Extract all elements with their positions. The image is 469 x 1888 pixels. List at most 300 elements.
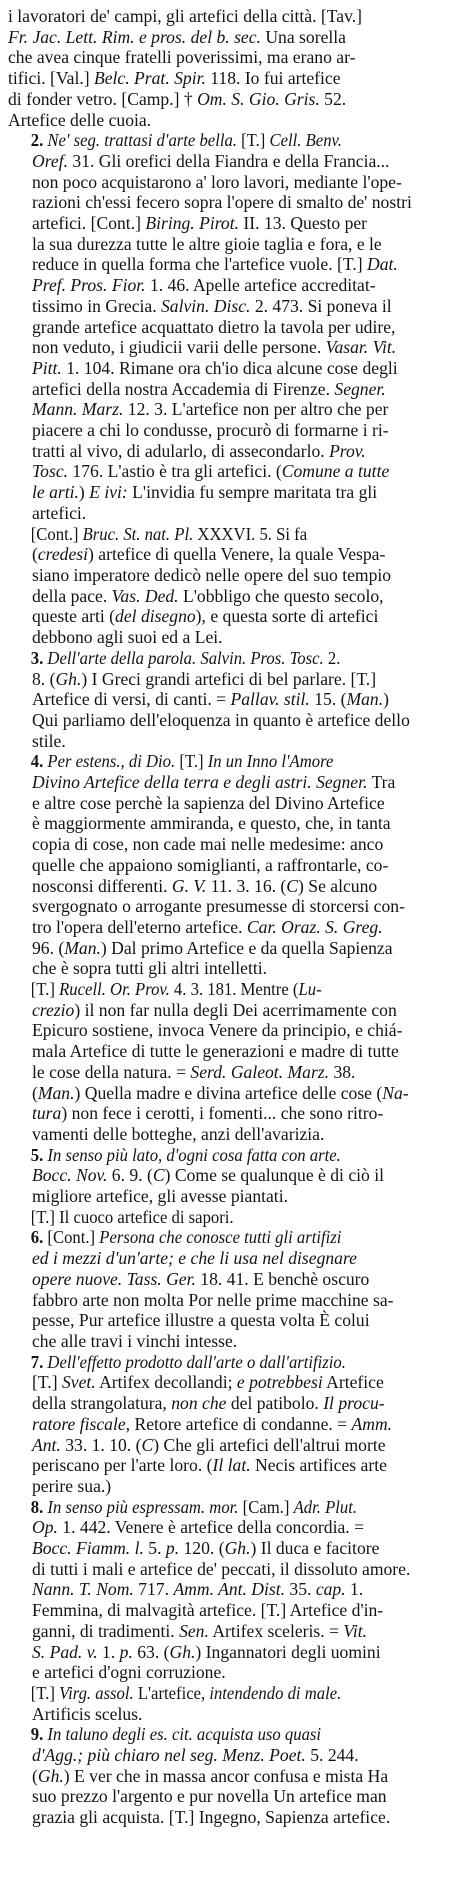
text-run: non poco acquistarono a' loro lavori, mediante l'ope- (32, 171, 402, 192)
text-run: artefici. (32, 502, 87, 523)
text-run: [Cam.] (238, 1496, 294, 1517)
text-run: tro l'opera dell'eterno artefice. (32, 916, 247, 937)
sense-number: 9. (30, 1724, 48, 1745)
italic-run: C (141, 1434, 154, 1455)
sense-number: 7. (30, 1351, 48, 1372)
italic-run: ed i mezzi d'un'arte; e che li usa nel disegnare (32, 1248, 357, 1269)
italic-run: C (286, 875, 299, 896)
text-run: non veduto, i giudicii varii delle persone. (32, 337, 326, 358)
text-line (8, 710, 464, 731)
text-run: della pace. (32, 585, 112, 606)
text-line (8, 1372, 464, 1393)
italic-run: Pref. Pros. Fior. (32, 275, 146, 296)
text-line (8, 337, 464, 358)
text-line (8, 896, 464, 917)
text-line (8, 130, 440, 151)
italic-run: Il lat. (212, 1455, 251, 1476)
text-line (8, 772, 464, 793)
entry-paragraph-p5b (8, 1207, 464, 1228)
sense-number: 6. (30, 1227, 48, 1248)
text-line (8, 192, 464, 213)
text-line (8, 979, 440, 1000)
italic-run: Sen. (179, 1620, 209, 1641)
text-line (8, 1269, 464, 1290)
text-line (8, 565, 464, 586)
text-run: fabbro arte non molta Por nelle prime macchine sa- (32, 1289, 394, 1310)
text-run: che alle travi i vinchi intesse. (32, 1331, 238, 1351)
text-run: ( (32, 1082, 38, 1103)
text-run: i lavoratori de' campi, gli artefici della città. [Tav.] (8, 6, 362, 26)
text-line (8, 648, 440, 669)
italic-run: l. (134, 1538, 144, 1559)
text-run: Qui parliamo dell'eloquenza in quanto è artefice dello (32, 709, 410, 730)
text-run: Una sorella (260, 26, 346, 47)
italic-run: E ivi: (89, 482, 128, 503)
text-line (8, 751, 440, 772)
text-run: ) Quella madre e divina artefice delle cose ( (74, 1082, 383, 1103)
text-run: artefici. [Cont.] (32, 213, 146, 234)
text-line (8, 669, 464, 690)
italic-run: opere nuove. (32, 1268, 123, 1289)
text-run: svergognato o arrogante presumesse di storcersi con- (32, 896, 405, 917)
text-line (8, 110, 464, 131)
text-line (8, 1455, 464, 1476)
text-run: che è sopra tutti gli altri intelletti. (32, 958, 268, 979)
text-run: 5. 244. (305, 1745, 359, 1766)
text-run: tissimo in Grecia. (32, 295, 161, 316)
text-line (8, 1766, 464, 1787)
text-line (8, 68, 464, 89)
text-run: Necis artifices arte (250, 1455, 387, 1476)
entry-paragraph-p2b (8, 524, 464, 648)
italic-run: d'Agg.; più chiaro nel seg. (32, 1745, 218, 1766)
text-run: ) Che gli artefici dell'altrui morte (153, 1434, 386, 1455)
italic-run: Na- (382, 1082, 409, 1103)
text-line (8, 731, 464, 752)
italic-run: cap. (315, 1579, 346, 1600)
text-run: Retore artefice di condanne. = (130, 1413, 352, 1434)
text-line (8, 1642, 464, 1663)
text-line (8, 317, 464, 338)
italic-run: non che (171, 1393, 227, 1414)
text-line (8, 1662, 464, 1683)
italic-run: Il procu- (323, 1393, 385, 1414)
entry-paragraph-p3 (8, 648, 464, 752)
text-run: le cose della natura. = (32, 1061, 191, 1082)
text-run: Artefice (322, 1372, 384, 1393)
text-line (8, 1579, 464, 1600)
italic-run: Gh. (37, 1765, 64, 1786)
italic-run: Nann. T. Nom. (32, 1579, 134, 1600)
text-line (8, 1497, 440, 1518)
italic-run: credesi (37, 544, 89, 565)
text-run: Tra (367, 772, 396, 793)
entry-paragraph-p8 (8, 1497, 464, 1683)
text-run: ) (78, 482, 90, 503)
text-run: ) (383, 689, 389, 710)
italic-run: Om. S. Gio. Gris. (197, 88, 320, 109)
text-line (8, 27, 464, 48)
text-run: 11. 3. 16. ( (206, 875, 287, 896)
text-line (8, 461, 464, 482)
text-line (8, 482, 464, 503)
text-line (8, 689, 464, 710)
italic-run: Oref. (32, 150, 68, 171)
text-run: 1. 46. Apelle artefice accreditat- (145, 275, 376, 296)
italic-run: Amm. (351, 1413, 393, 1434)
text-line (8, 47, 464, 68)
text-line (8, 1103, 464, 1124)
italic-run: Op. (32, 1517, 58, 1538)
text-run: piacere a chi lo condusse, procurò di formarne i ri- (32, 420, 389, 441)
text-line (8, 1559, 464, 1580)
text-line (8, 938, 464, 959)
text-line (8, 1435, 464, 1456)
italic-run: Dat. (367, 254, 398, 275)
text-run: che avea cinque fratelli poverissimi, ma erano ar- (8, 47, 356, 68)
text-run: 33. 1. 10. ( (60, 1434, 142, 1455)
italic-run: del disegno (115, 606, 196, 627)
italic-run: Belc. Prat. Spir. (93, 68, 206, 89)
text-run: grande artefice acquattato dietro la tavola per udire, (32, 316, 396, 337)
italic-run: Tosc. (32, 461, 69, 482)
italic-run: v. (86, 1641, 98, 1662)
italic-run: tura (32, 1103, 62, 1124)
text-line (8, 876, 464, 897)
text-line (8, 958, 464, 979)
italic-run: Ant. (32, 1434, 61, 1455)
text-line (8, 1020, 464, 1041)
italic-run: Comune a tutte (281, 461, 390, 482)
text-run: stile. (32, 730, 66, 751)
entry-paragraph-p9 (8, 1724, 464, 1828)
text-run: e altre cose perchè la sapienza del Divino Artefice (32, 792, 385, 813)
text-run: [T.] (175, 751, 208, 772)
text-run: Artifex decollandi; (95, 1372, 237, 1393)
text-line (8, 1704, 464, 1725)
text-line (8, 1600, 464, 1621)
italic-run: p. (119, 1641, 133, 1662)
text-run: razioni ch'essi fecero sopra l'opere di smalto de' nostri (32, 192, 412, 213)
text-run: 38. (329, 1061, 356, 1082)
italic-run: Vas. Ded. (111, 585, 179, 606)
text-run: ) artefice di quella Venere, la quale Vespa- (88, 544, 386, 565)
text-run: mala Artefice di tutte le generazioni e madre di tutte (32, 1041, 399, 1062)
text-run: 120. ( (179, 1538, 225, 1559)
text-line (8, 1683, 440, 1704)
italic-run: Man. (346, 689, 384, 710)
text-line (8, 275, 464, 296)
text-line (8, 1207, 440, 1228)
text-run: di fonder vetro. [Camp.] † (8, 88, 198, 109)
sense-number: 4. (30, 751, 48, 772)
text-run: 2. (323, 647, 341, 668)
text-line (8, 1145, 440, 1166)
text-run: periscano per l'arte loro. ( (32, 1455, 213, 1476)
text-line (8, 420, 464, 441)
italic-run: In senso più lato, d'ogni cosa fatta con arte. (47, 1144, 341, 1165)
text-line (8, 172, 464, 193)
text-line (8, 834, 464, 855)
text-run: 176. L'astio è tra gli artefici. ( (68, 461, 282, 482)
text-run: è maggiormente ammiranda, e questo, che, in tanta (32, 813, 391, 834)
text-run: ganni, di tradimenti. (32, 1620, 180, 1641)
italic-run: Bocc. Nov. (32, 1165, 108, 1186)
text-run: L'artefice, (133, 1682, 210, 1703)
text-run: reduce in quella forma che l'artefice vuole. [T.] (32, 254, 367, 275)
text-run: 2. 473. Si poneva il (250, 295, 392, 316)
sense-number: 5. (30, 1144, 48, 1165)
text-line (8, 1227, 440, 1248)
text-line (8, 1083, 464, 1104)
text-run: 18. 41. E benchè oscuro (195, 1268, 370, 1289)
text-run: 12. 3. L'artefice non per altro che per (123, 399, 389, 420)
italic-run: C (152, 1165, 165, 1186)
italic-run: Virg. assol. (59, 1682, 134, 1703)
italic-run: Prov. (329, 440, 366, 461)
text-run: 1. 442. Venere è artefice della concordia. = (57, 1517, 365, 1538)
text-run: ) Se alcuno (298, 875, 378, 896)
text-run: 52. (319, 88, 347, 109)
text-run: migliore artefice, gli avesse piantati. (32, 1186, 288, 1207)
italic-run: Lu- (298, 979, 322, 1000)
text-run: ( (32, 544, 38, 565)
text-line (8, 1745, 464, 1766)
italic-run: Segner. (334, 378, 386, 399)
entry-paragraph-p8b (8, 1683, 464, 1724)
text-run: 1. (97, 1641, 120, 1662)
text-run: [T.] Il cuoco artefice di sapori. (30, 1206, 234, 1227)
italic-run: Salvin. Pros. Tosc. (200, 647, 324, 668)
text-run: ( (32, 1765, 38, 1786)
text-line (8, 296, 464, 317)
sense-number: 8. (30, 1496, 48, 1517)
text-run: [T.] (30, 1682, 60, 1703)
italic-run: Pitt. (32, 357, 62, 378)
text-run: ) non fece i cerotti, i fomenti... che sono ritro- (61, 1103, 384, 1124)
text-line (8, 254, 464, 275)
text-line (8, 213, 464, 234)
italic-run: ratore fiscale, (32, 1413, 131, 1434)
text-run: vamenti delle botteghe, anzi dell'avarizia. (32, 1123, 325, 1144)
text-run: 1. (345, 1579, 364, 1600)
text-line (8, 544, 464, 565)
text-run: XXXVI. 5. Si fa (193, 523, 308, 544)
italic-run: Tass. Ger. (126, 1268, 196, 1289)
text-run: [Cont.] (30, 523, 83, 544)
text-run: e artefici d'ogni corruzione. (32, 1662, 226, 1683)
text-run: [Cont.] (47, 1227, 100, 1248)
text-run: tratti al vivo, di adularlo, di assecondarlo. (32, 440, 330, 461)
text-run: Artefice delle cuoia. (8, 109, 152, 130)
text-run: del patibolo. (226, 1393, 324, 1414)
text-run: ) Come se qualunque è di ciò il (164, 1165, 384, 1186)
italic-run: Man. (64, 937, 101, 958)
text-line (8, 399, 464, 420)
text-run: [T.] (236, 130, 270, 151)
text-run: ) Il duca e facitore (250, 1538, 380, 1559)
italic-run: In taluno degli es. cit. acquista uso quasi (47, 1724, 322, 1745)
text-line (8, 917, 464, 938)
sense-number: 3. (30, 647, 48, 668)
text-line (8, 1786, 464, 1807)
text-line (8, 1538, 464, 1559)
italic-run: crezio (32, 999, 75, 1020)
entry-paragraph-p7 (8, 1352, 464, 1497)
text-run: ) Dal primo Artefice e da quella Sapienza (100, 937, 393, 958)
text-run: 8. ( (32, 668, 56, 689)
text-line (8, 6, 464, 27)
text-line (8, 1352, 440, 1373)
italic-run: Persona che conosce tutti gli artifizi (99, 1227, 342, 1248)
text-run: copia di cose, non cade mai nelle medesime: anco (32, 834, 384, 855)
text-run: la sua durezza tutte le altre gioie taglia e fora, e le (32, 233, 382, 254)
text-run: Artificis scelus. (32, 1703, 143, 1724)
italic-run: Menz. Poet. (222, 1745, 306, 1766)
text-run: quelle che appaiono somiglianti, a raffrontarle, co- (32, 854, 389, 875)
text-run: ) il non far nulla degli Dei acerrimamente con (74, 999, 397, 1020)
italic-run: In senso più espressam. mor. (47, 1496, 239, 1517)
text-run: 15. ( (309, 689, 347, 710)
italic-run: Dell'arte della parola. (47, 647, 197, 668)
italic-run: Bocc. Fiamm. (32, 1538, 131, 1559)
text-line (8, 1124, 464, 1145)
text-line (8, 1041, 464, 1062)
text-run: 1. 104. Rimane ora ch'io dica alcune cose degli (61, 357, 398, 378)
text-run: nosconsi differenti. (32, 875, 172, 896)
text-line (8, 606, 464, 627)
italic-run: le arti. (32, 482, 79, 503)
entry-paragraph-p5 (8, 1145, 464, 1207)
text-run: perire sua.) (32, 1475, 112, 1496)
italic-run: Gh. (169, 1641, 196, 1662)
text-run: [T.] (30, 979, 60, 1000)
text-run: 6. 9. ( (107, 1165, 153, 1186)
text-run: Artifex sceleris. = (208, 1620, 344, 1641)
text-line (8, 855, 464, 876)
text-line (8, 151, 464, 172)
text-run: 717. (133, 1579, 174, 1600)
text-run: Artefice di versi, di canti. = (32, 689, 231, 710)
text-run: 96. ( (32, 937, 65, 958)
entry-paragraph-p6 (8, 1227, 464, 1351)
text-run: L'invidia fu sempre maritata tra gli (127, 482, 378, 503)
italic-run: Gh. (55, 668, 82, 689)
italic-run: Divino Artefice della terra e degli astri. (32, 772, 312, 793)
italic-run: Biring. Pirot. (145, 213, 240, 234)
text-line (8, 1248, 464, 1269)
text-line (8, 1062, 464, 1083)
text-run: [T.] (32, 1372, 62, 1393)
entry-paragraph-p4b (8, 979, 464, 1145)
italic-run: e potrebbesi (236, 1372, 323, 1393)
italic-run: p. (165, 1538, 180, 1559)
text-line (8, 586, 464, 607)
italic-run: Cell. Benv. (269, 130, 342, 151)
italic-run: Pallav. stil. (230, 689, 310, 710)
entry-paragraph-p2 (8, 130, 464, 523)
text-run: di tutti i mali e artefice de' peccati, il dissoluto amore. (32, 1558, 411, 1579)
italic-run: Per estens., di Dio. (47, 751, 176, 772)
text-run: ) E ver che in massa ancor confusa e mista Ha (63, 1765, 389, 1786)
entry-paragraph-p1 (8, 6, 464, 130)
text-line (8, 1310, 464, 1331)
text-run: debbono agli suoi ed a Lei. (32, 627, 223, 648)
text-run: 4. 3. 181. Mentre ( (169, 979, 299, 1000)
text-line (8, 1000, 464, 1021)
text-run: grazia gli acquista. [T.] Ingegno, Sapienza artefice. (32, 1807, 391, 1828)
text-run: Femmina, di malvagità artefice. [T.] Artefice d'in- (32, 1600, 384, 1621)
text-run: 63. ( (132, 1641, 170, 1662)
text-run: 118. Io fui artefice (205, 68, 341, 89)
italic-run: Serd. Galeot. Marz. (190, 1061, 330, 1082)
text-line (8, 234, 464, 255)
italic-run: Ne' seg. trattasi d'arte bella. (47, 130, 237, 151)
italic-run: Bruc. St. nat. Pl. (82, 523, 194, 544)
text-line (8, 1807, 464, 1828)
text-line (8, 813, 464, 834)
dictionary-entry-artefice (8, 6, 464, 1828)
text-line (8, 793, 464, 814)
text-run: pesse, Pur artefice illustre a questa volta È colui (32, 1310, 370, 1331)
text-run: siano imperatore dedicò nelle opere del suo tempio (32, 564, 392, 585)
text-run: Epicuro sostiene, invoca Venere da principio, e chiá- (32, 1020, 403, 1041)
italic-run: Adr. Plut. (293, 1496, 358, 1517)
text-line (8, 379, 464, 400)
text-line (8, 358, 464, 379)
italic-run: Fr. Jac. Lett. Rim. e pros. del b. sec. (8, 26, 261, 47)
text-run: ), e questa sorte di artefici (195, 606, 379, 627)
italic-run: Segner. (316, 772, 368, 793)
text-run: II. 13. Questo per (239, 213, 368, 234)
italic-run: Dell'effetto prodotto dall'arte o dall'artifizio. (47, 1351, 346, 1372)
text-line (8, 1290, 464, 1311)
text-run: suo prezzo l'argento e pur novella Un artefice man (32, 1786, 387, 1807)
text-line (8, 1621, 464, 1642)
text-line (8, 1517, 464, 1538)
italic-run: Mann. Marz. (32, 399, 124, 420)
italic-run: Car. Oraz. S. Greg. (246, 916, 383, 937)
entry-paragraph-p4 (8, 751, 464, 979)
text-run: 31. Gli orefici della Fiandra e della Francia... (68, 150, 390, 171)
sense-number: 2. (30, 130, 48, 151)
text-run: ) I Greci grandi artefici di bel parlare. [T.] (81, 668, 377, 689)
italic-run: Gh. (224, 1538, 251, 1559)
text-line (8, 1186, 464, 1207)
italic-run: Vasar. Vit. (325, 337, 397, 358)
text-run: 5. (143, 1538, 166, 1559)
text-run: tifici. [Val.] (8, 68, 94, 89)
text-line (8, 503, 464, 524)
text-run: artefici della nostra Accademia di Firenze. (32, 378, 335, 399)
text-line (8, 89, 464, 110)
text-run: 35. (285, 1579, 316, 1600)
italic-run: G. V. (171, 875, 207, 896)
italic-run: Amm. Ant. Dist. (173, 1579, 286, 1600)
italic-run: intendendo di male. (209, 1682, 342, 1703)
italic-run: Svet. (61, 1372, 96, 1393)
italic-run: S. Pad. (32, 1641, 83, 1662)
text-run: queste arti ( (32, 606, 116, 627)
text-line (8, 627, 464, 648)
text-line (8, 1393, 464, 1414)
text-line (8, 1476, 464, 1497)
text-line (8, 1724, 440, 1745)
text-run: della strangolatura, (32, 1393, 172, 1414)
text-line (8, 441, 464, 462)
text-line (8, 1331, 464, 1352)
text-run: L'obbligo che questo secolo, (178, 585, 384, 606)
